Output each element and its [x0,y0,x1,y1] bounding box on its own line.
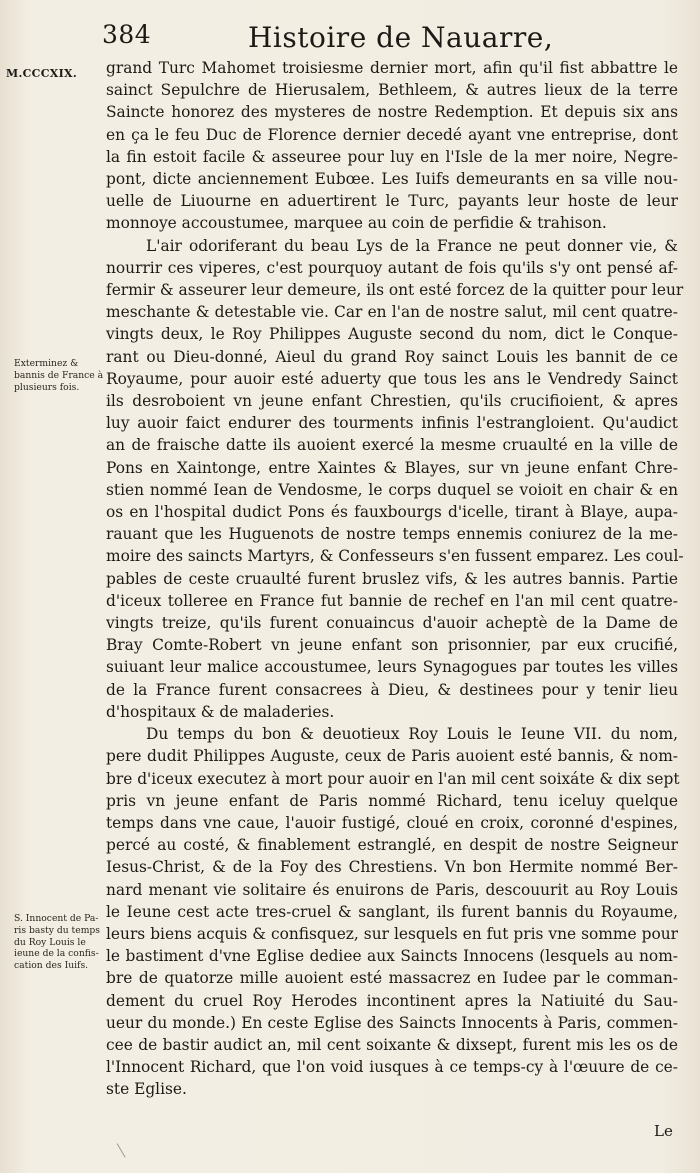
text-line: ils desroboient vn jeune enfant Chrestien, qu'ils crucifioient, & apres [106,392,678,411]
text-line: uelle de Liuourne en aduertirent le Turc, payants leur hoste de leur [106,192,678,211]
text-line: ste Eglise. [106,1080,187,1099]
text-line: nard menant vie solitaire és enuirons de Paris, descouurit au Roy Louis [106,880,678,899]
ink-mark [117,1138,135,1157]
text-line: meschante & detestable vie. Car en l'an de nostre salut, mil cent quatre- [106,303,678,322]
text-line: vingts deux, le Roy Philippes Auguste second du nom, dict le Conque- [106,325,678,344]
text-line: temps dans vne caue, l'auoir fustigé, cloué en croix, coronné d'espines, [106,813,678,832]
running-head: Histoire de Nauarre, [248,21,554,54]
text-line: an de fraische datte ils auoient exercé la mesme cruaulté en la ville de [106,436,678,455]
margin-note-line: Exterminez & [14,358,79,369]
text-line: os en l'hospital dudict Pons és fauxbourgs d'icelle, tirant à Blaye, aupa- [106,503,678,522]
body-text [106,57,684,1101]
text-line: de la France furent consacrees à Dieu, & destinees pour y tenir lieu [106,680,678,699]
text-line: l'Innocent Richard, que l'on void iusques à ce temps-cy à l'œuure de ce- [106,1058,678,1077]
catchword: Le [654,1122,673,1140]
text-line: L'air odoriferant du beau Lys de la France ne peut donner vie, & [146,236,678,255]
text-line: Du temps du bon & deuotieux Roy Louis le Ieune VII. du nom, [146,725,678,744]
margin-note-line: ris basty du temps [14,924,100,936]
margin-note-innocent [14,913,110,972]
text-line: sainct Sepulchre de Hierusalem, Bethleem, & autres lieux de la terre [106,81,678,100]
text-line: bre de quatorze mille auoient esté massacrez en Iudee par le comman- [106,969,678,988]
text-line: Saincte honorez des mysteres de nostre Redemption. Et depuis six ans [106,103,678,122]
text-line: suiuant leur malice accoustumee, leurs Synagogues par toutes les villes [106,658,678,677]
text-line: Iesus-Christ, & de la Foy des Chrestiens. Vn bon Hermite nommé Ber- [106,858,678,877]
text-line: stien nommé Iean de Vendosme, le corps duquel se voioit en chair & en [106,480,678,499]
margin-note-line: cation des Iuifs. [14,960,89,972]
text-line: rant ou Dieu-donné, Aieul du grand Roy sainct Louis les bannit de ce [106,347,678,366]
margin-note-exterminez [14,358,110,393]
margin-year: M.CCCXIX. [6,67,78,80]
text-line: Pons en Xaintonge, entre Xaintes & Blayes, sur vn jeune enfant Chre- [106,458,678,477]
text-line: pables de ceste cruaulté furent bruslez vifs, & les autres bannis. Partie [106,569,678,588]
text-line: percé au costé, & finablement estranglé, en despit de nostre Seigneur [106,836,678,855]
text-line: la fin estoit facile & asseuree pour luy en l'Isle de la mer noire, Negre- [106,147,678,166]
text-line: pont, dicte anciennement Eubœe. Les Iuifs demeurants en sa ville nou- [106,170,678,189]
text-line: luy auoir faict endurer des tourments infinis l'estrangloient. Qu'audict [106,414,678,433]
text-line: leurs biens acquis & confisquez, sur lesquels en fut pris vne somme pour [106,924,678,943]
text-line: moire des saincts Martyrs, & Confesseurs s'en fussent emparez. Les coul- [106,547,684,566]
text-line: monnoye accoustumee, marquee au coin de perfidie & trahison. [106,214,607,233]
margin-note-line: plusieurs fois. [14,381,80,393]
margin-note-line: bannis de France à [14,369,104,381]
text-line: Royaume, pour auoir esté aduerty que tous les ans le Vendredy Sainct [106,369,678,388]
text-line: vingts treize, qu'ils furent conuaincus d'auoir acheptè de la Dame de [106,614,678,633]
text-line: Bray Comte-Robert vn jeune enfant son prisonnier, par eux crucifié, [106,636,678,655]
margin-note-line: du Roy Louis le [14,936,86,948]
text-line: pere dudit Philippes Auguste, ceux de Paris auoient esté bannis, & nom- [106,747,678,766]
text-line: le Ieune cest acte tres-cruel & sanglant, ils furent bannis du Royaume, [106,902,678,921]
page-number: 384 [102,20,152,49]
text-line: bre d'iceux executez à mort pour auoir en l'an mil cent soixáte & dix sept [106,769,680,788]
text-line: cee de bastir audict an, mil cent soixante & dixsept, furent mis les os de [106,1035,678,1054]
margin-note-line: ieune de la confis- [14,948,99,960]
text-line: nourrir ces viperes, c'est pourquoy autant de fois qu'ils s'y ont pensé af- [106,258,678,277]
text-line: rauant que les Huguenots de nostre temps ennemis coniurez de la me- [106,525,678,544]
text-line: grand Turc Mahomet troisiesme dernier mort, afin qu'il fist abbattre le [106,59,678,77]
margin-note-line: S. Innocent de Pa- [14,913,99,924]
text-line: d'iceux tolleree en France fut bannie de rechef en l'an mil cent quatre- [106,591,678,610]
text-line: le bastiment d'vne Eglise dediee aux Saincts Innocens (lesquels au nom- [106,947,678,966]
text-line: ueur du monde.) En ceste Eglise des Saincts Innocents à Paris, commen- [106,1013,678,1032]
text-line: pris vn jeune enfant de Paris nommé Richard, tenu iceluy quelque [106,791,678,810]
text-line: d'hospitaux & de maladeries. [106,702,335,721]
text-line: dement du cruel Roy Herodes incontinent apres la Natiuité du Sau- [106,991,678,1010]
text-line: en ça le feu Duc de Florence dernier decedé ayant vne entreprise, dont [106,125,678,144]
text-line: fermir & asseurer leur demeure, ils ont esté forcez de la quitter pour leur [106,281,684,300]
